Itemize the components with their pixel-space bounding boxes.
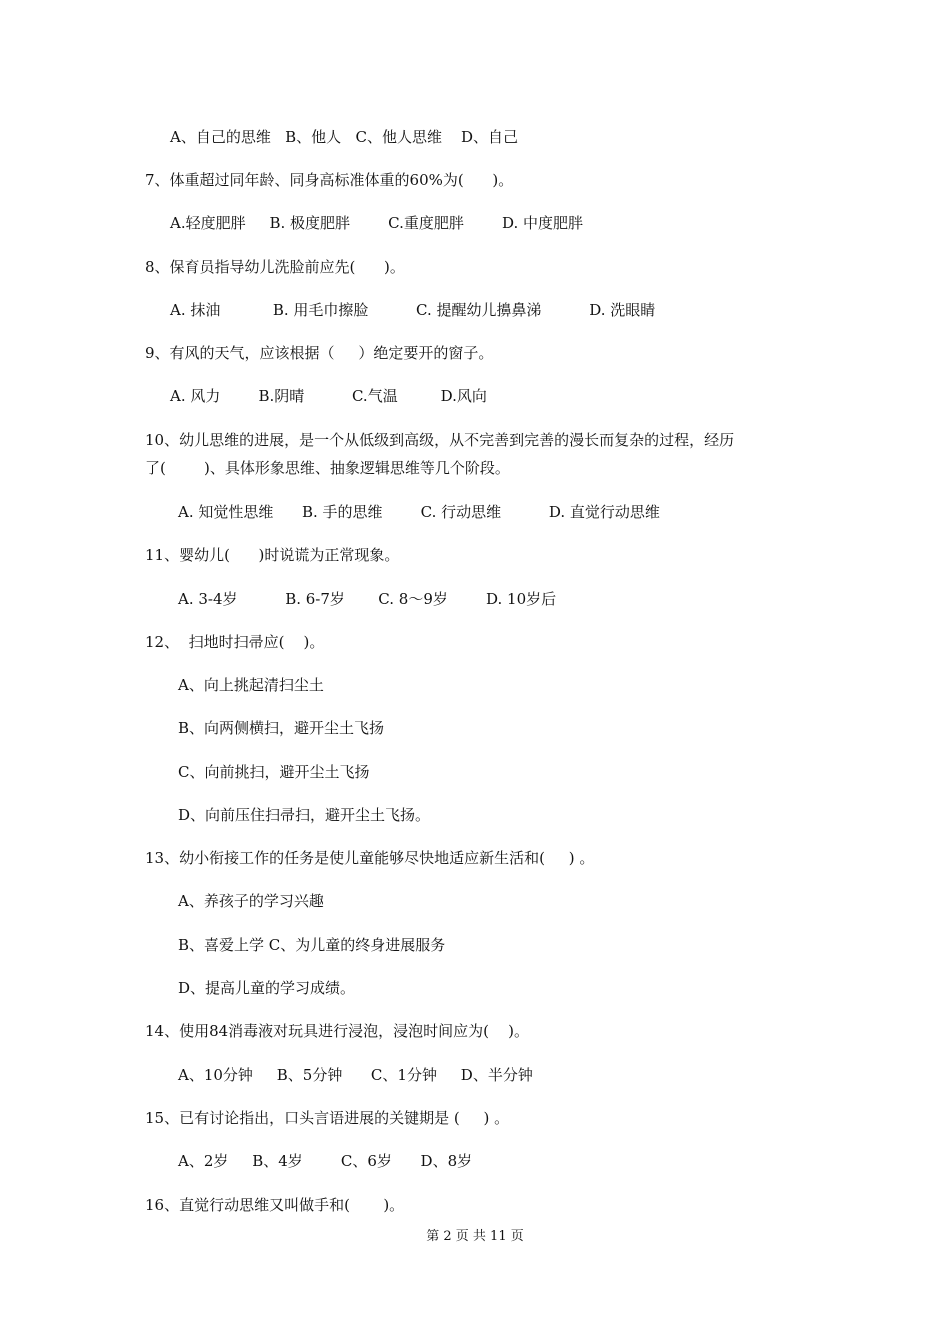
q8-options: A. 抹油 B. 用毛巾擦脸 C. 提醒幼儿擤鼻涕 D. 洗眼睛 — [170, 301, 656, 319]
q14-options: A、10分钟 B、5分钟 C、1分钟 D、半分钟 — [178, 1066, 533, 1084]
q8-question: 8、保育员指导幼儿洗脸前应先( )。 — [145, 258, 405, 276]
q6-options: A、自己的思维 B、他人 C、他人思维 D、自己 — [170, 128, 519, 146]
q12-option-d: D、向前压住扫帚扫，避开尘土飞扬。 — [178, 806, 431, 824]
q9-question: 9、有风的天气，应该根据（ ）绝定要开的窗子。 — [145, 344, 494, 362]
q13-option-d: D、提高儿童的学习成绩。 — [178, 979, 356, 997]
q12-option-c: C、向前挑扫，避开尘土飞扬 — [178, 763, 370, 781]
q7-question: 7、体重超过同年龄、同身高标准体重的60%为( )。 — [145, 171, 514, 189]
q15-question: 15、已有讨论指出，口头言语进展的关键期是 ( ) 。 — [145, 1109, 510, 1127]
q10-question-line1: 10、幼儿思维的进展，是一个从低级到高级，从不完善到完善的漫长而复杂的过程，经历 — [145, 431, 735, 449]
q9-options: A. 风力 B.阴晴 C.气温 D.风向 — [170, 387, 487, 405]
q11-options: A. 3-4岁 B. 6-7岁 C. 8～9岁 D. 10岁后 — [178, 590, 557, 608]
q12-question: 12、 扫地时扫帚应( )。 — [145, 633, 325, 651]
q12-option-b: B、向两侧横扫，避开尘土飞扬 — [178, 719, 385, 737]
page-footer: 第 2 页 共 11 页 — [426, 1229, 524, 1244]
q15-options: A、2岁 B、4岁 C、6岁 D、8岁 — [178, 1152, 473, 1170]
q10-options: A. 知觉性思维 B. 手的思维 C. 行动思维 D. 直觉行动思维 — [178, 503, 660, 521]
q16-question: 16、直觉行动思维又叫做手和( )。 — [145, 1196, 405, 1214]
q12-option-a: A、向上挑起清扫尘土 — [178, 676, 324, 694]
q14-question: 14、使用84消毒液对玩具进行浸泡，浸泡时间应为( )。 — [145, 1022, 529, 1040]
q7-options: A.轻度肥胖 B. 极度肥胖 C.重度肥胖 D. 中度肥胖 — [170, 214, 584, 232]
q11-question: 11、婴幼儿( )时说谎为正常现象。 — [145, 546, 400, 564]
q10-question-line2: 了( )、具体形象思维、抽象逻辑思维等几个阶段。 — [145, 459, 510, 477]
q13-option-bc: B、喜爱上学 C、为儿童的终身进展服务 — [178, 936, 446, 954]
q13-option-a: A、养孩子的学习兴趣 — [178, 892, 324, 910]
q13-question: 13、幼小衔接工作的任务是使儿童能够尽快地适应新生活和( ) 。 — [145, 849, 595, 867]
